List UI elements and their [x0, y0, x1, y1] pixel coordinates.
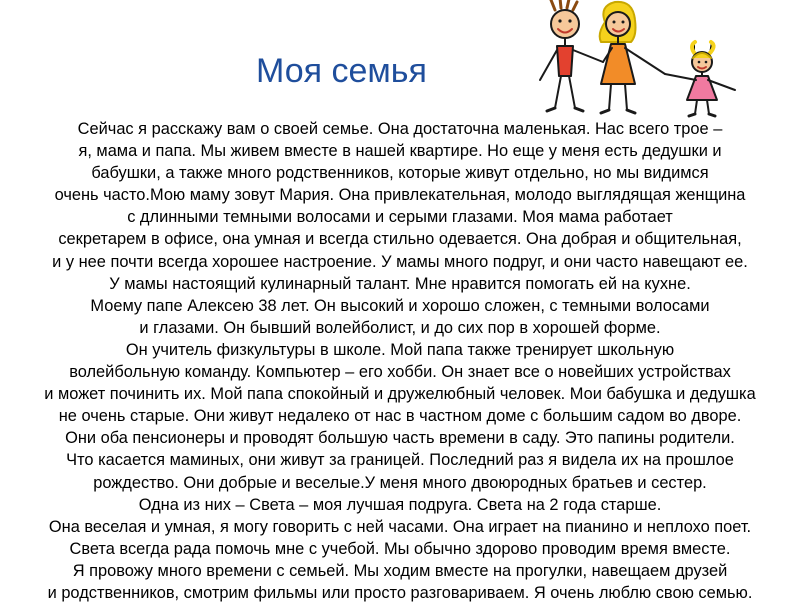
dad-figure — [540, 0, 603, 111]
text-line: и у нее почти всегда хорошее настроение. У мамы много подруг, и они часто навещают ее. — [52, 252, 748, 271]
text-line: с длинными темными волосами и серыми глазами. Моя мама работает — [127, 208, 673, 227]
text-line: Сейчас я расскажу вам о своей семье. Она достаточна маленькая. Нас всего трое – — [77, 120, 723, 138]
text-line: и родственников, смотрим фильмы или просто разговариваем. Я очень люблю свою семью. — [47, 583, 753, 602]
text-line: бабушки, а также много родственников, которые живут отдельно, но мы видимся — [91, 164, 709, 183]
text-line: Он учитель физкультуры в школе. Мой папа также тренирует школьную — [125, 340, 675, 359]
text-line: не очень старые. Они живут недалеко от нас в частном доме с большим садом во дворе. — [58, 407, 742, 426]
family-drawing-icon — [535, 0, 745, 118]
text-line: Я провожу много времени с семьей. Мы ходим вместе на прогулки, навещаем друзей — [72, 561, 728, 580]
mom-figure — [600, 2, 665, 113]
text-line: и может починить их. Мой папа спокойный и дружелюбный человек. Мои бабушка и дедушка — [44, 385, 756, 404]
text-line: Она веселая и умная, я могу говорить с ней часами. Она играет на пианино и неплохо поет. — [48, 517, 752, 536]
text-line: очень часто.Мою маму зовут Мария. Она привлекательная, молодо выглядящая женщина — [54, 186, 746, 205]
text-line: Одна из них – Света – моя лучшая подруга. Света на 2 года старше. — [138, 495, 662, 514]
page-title: Моя семья — [256, 52, 427, 90]
text-line: Моему папе Алексею 38 лет. Он высокий и хорошо сложен, с темными волосами — [90, 296, 710, 315]
text-line: Света всегда рада помочь мне с учебой. Мы обычно здорово проводим время вместе. — [69, 539, 731, 558]
text-line: и глазами. Он бывший волейболист, и до сих пор в хорошей форме. — [139, 318, 661, 337]
story-text — [8, 118, 792, 604]
text-line: рождество. Они добрые и веселые.У меня много двоюродных братьев и сестер. — [93, 473, 707, 492]
child-figure — [665, 42, 735, 116]
text-line: Что касается маминых, они живут за границей. Последний раз я видела их на прошлое — [66, 451, 734, 470]
text-line: секретарем в офисе, она умная и всегда стильно одевается. Она добрая и общительная, — [58, 230, 742, 249]
text-line: У мамы настоящий кулинарный талант. Мне нравится помогать ей на кухне. — [109, 274, 691, 293]
text-line: Они оба пенсионеры и проводят большую часть времени в саду. Это папины родители. — [65, 429, 735, 448]
text-line: я, мама и папа. Мы живем вместе в нашей квартире. Но еще у меня есть дедушки и — [78, 142, 722, 161]
text-line: волейбольную команду. Компьютер – его хобби. Он знает все о новейших устройствах — [69, 363, 731, 382]
